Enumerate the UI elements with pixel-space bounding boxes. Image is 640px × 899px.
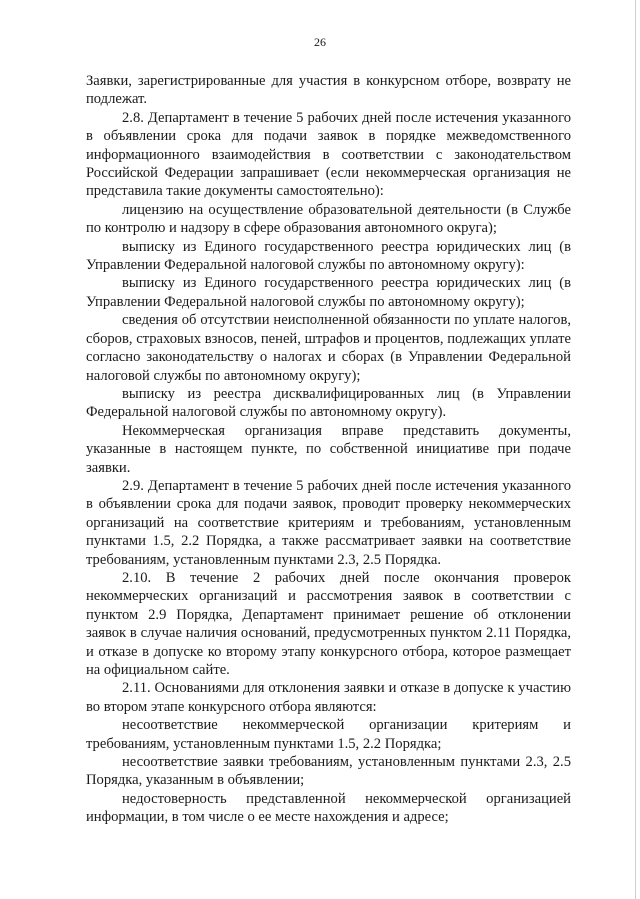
section-2-11: 2.11. Основаниями для отклонения заявки и отказе в допуске к участию во втором этапе конкурсного отбора являются:: [86, 680, 571, 715]
scan-edge-line: [635, 0, 636, 899]
document-body: [86, 72, 571, 827]
list-item: лицензию на осуществление образовательной деятельности (в Службе по контролю и надзору в сфере образования автономного округа);: [86, 201, 571, 237]
section-2-8: 2.8. Департамент в течение 5 рабочих дней после истечения указанного в объявлении срока для подачи заявок в порядке межведомственного информационного взаимодействия в соответствии с законодательством Российской Федерации запрашивает (если некоммерческая организация не представила такие документы самостоятельно):: [86, 109, 571, 200]
list-item: выписку из Единого государственного реестра юридических лиц (в Управлении Федеральной налоговой службы по автономному округу):: [86, 238, 571, 274]
list-item: выписку из реестра дисквалифицированных лиц (в Управлении Федеральной налоговой службы по автономному округу).: [86, 385, 571, 421]
page-number: 26: [314, 35, 326, 49]
list-item: недостоверность представленной некоммерческой организацией информации, в том числе о ее месте нахождения и адресе;: [86, 790, 571, 826]
section-2-10: 2.10. В течение 2 рабочих дней после окончания проверок некоммерческих организаций и рассмотрения заявок в соответствии с пунктом 2.9 Порядка, Департамент принимает решение об отклонении заявок в случае наличия оснований, предусмотренных пунктом 2.11 Порядка, и отказе в допуске ко второму этапу конкурсного отбора, которое размещает на официальном сайте.: [86, 569, 571, 678]
paragraph: Заявки, зарегистрированные для участия в конкурсном отборе, возврату не подлежат.: [86, 73, 571, 108]
section-2-9: 2.9. Департамент в течение 5 рабочих дней после истечения указанного в объявлении срока для подачи заявок, проводит проверку некоммерческих организаций на соответствие критериям и требованиям, установленным пунктами 1.5, 2.2 Порядка, а также рассматривает заявки на соответствие требованиям, установленным пунктами 2.3, 2.5 Порядка.: [86, 477, 571, 568]
list-item: сведения об отсутствии неисполненной обязанности по уплате налогов, сборов, страховых взносов, пеней, штрафов и процентов, подлежащих уплате согласно законодательству о налогах и сборах (в Управлении Федеральной налоговой службы по автономному округу);: [86, 312, 571, 384]
list-item: несоответствие заявки требованиям, установленным пунктами 2.3, 2.5 Порядка, указанным в объявлении;: [86, 754, 571, 789]
list-item: несоответствие некоммерческой организации критериям и требованиям, установленным пунктами 1.5, 2.2 Порядка;: [86, 717, 571, 752]
paragraph: Некоммерческая организация вправе представить документы, указанные в настоящем пункте, по собственной инициативе при подаче заявки.: [86, 422, 571, 476]
list-item: выписку из Единого государственного реестра юридических лиц (в Управлении Федеральной налоговой службы по автономному округу);: [86, 275, 571, 310]
